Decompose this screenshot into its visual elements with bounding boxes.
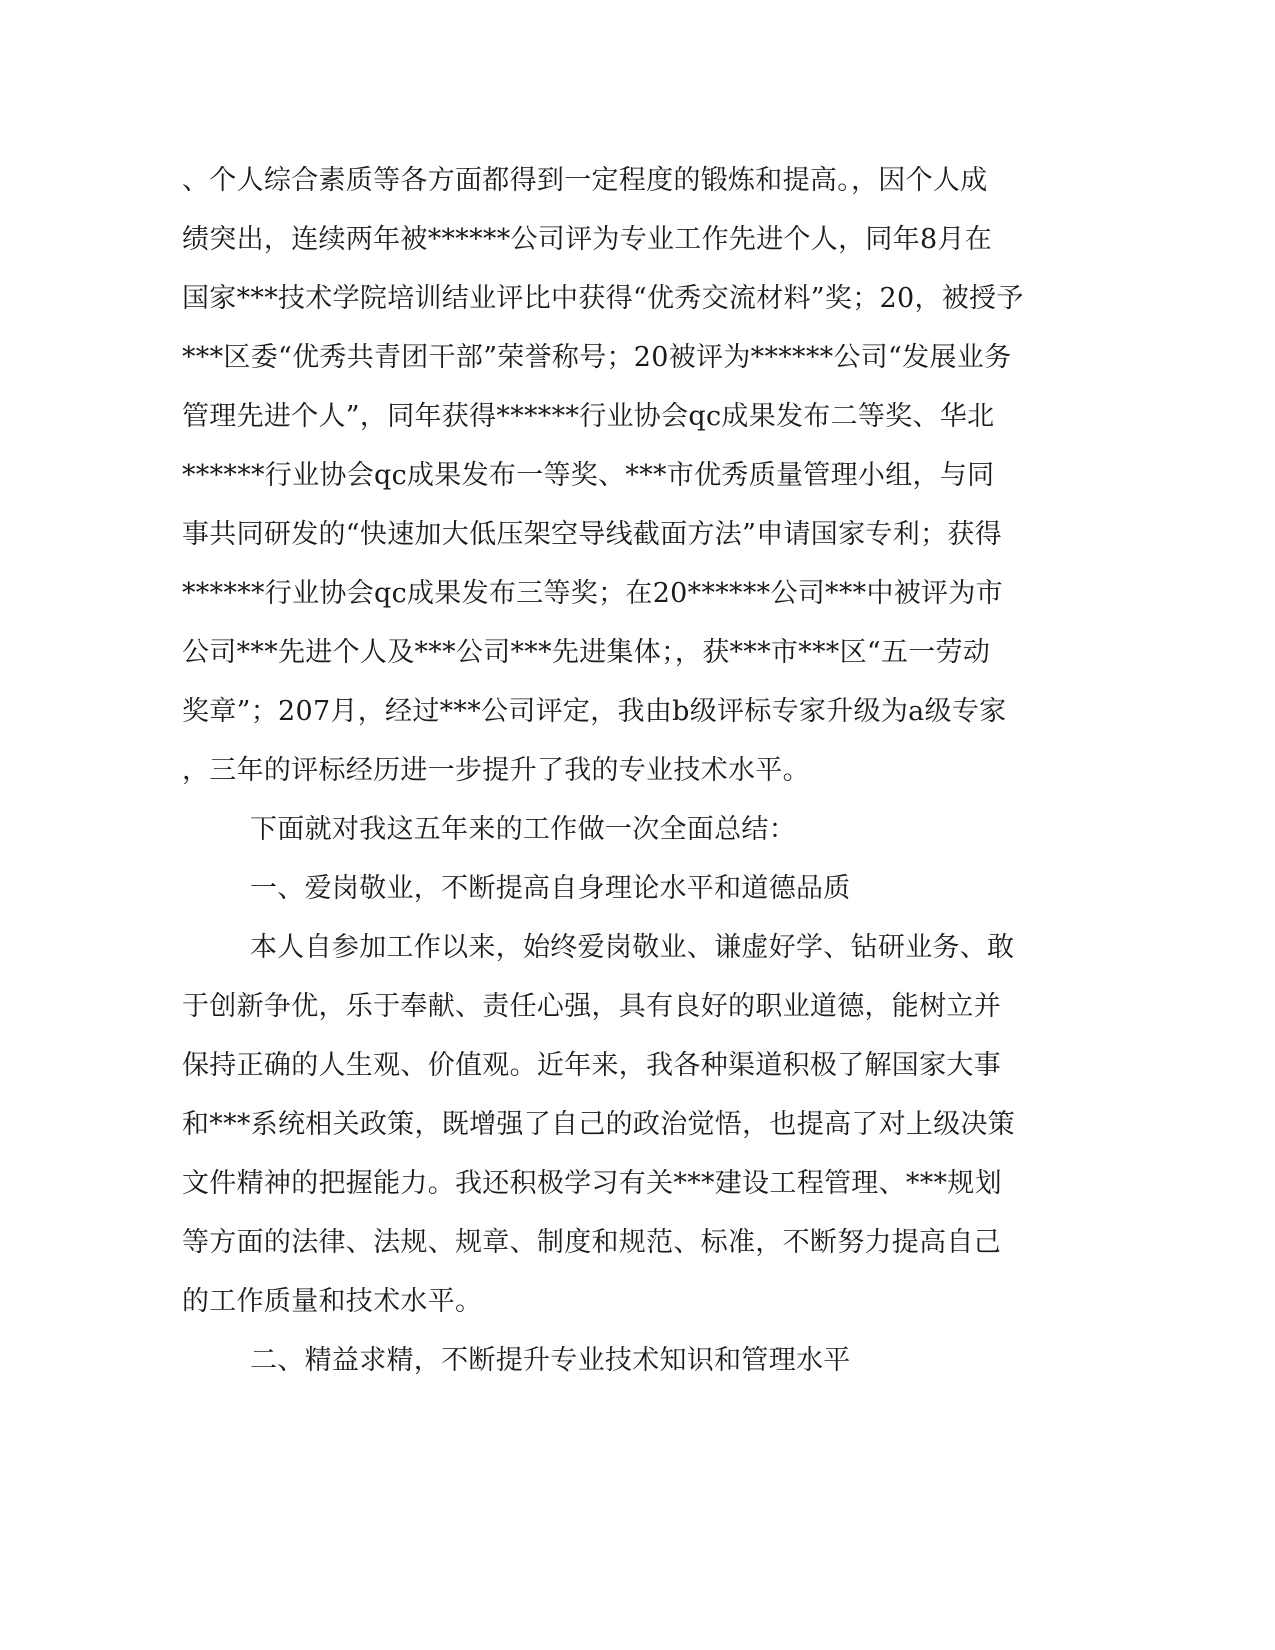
text-line: 公司***先进个人及***公司***先进集体；，获***市***区“五一劳动	[182, 637, 991, 668]
text-line: 于创新争优，乐于奉献、责任心强，具有良好的职业道德，能树立并	[182, 991, 1001, 1022]
text-line: ******行业协会qc成果发布一等奖、***市优秀质量管理小组，与同	[182, 460, 995, 491]
text-line: 和***系统相关政策，既增强了自己的政治觉悟，也提高了对上级决策	[182, 1109, 1016, 1140]
text-line: 等方面的法律、法规、规章、制度和规范、标准，不断努力提高自己	[182, 1227, 1001, 1258]
text-line: 事共同研发的“快速加大低压架空导线截面方法”申请国家专利；获得	[182, 519, 1002, 550]
text-line: 奖章”；207月，经过***公司评定，我由b级评标专家升级为a级专家	[182, 696, 1007, 727]
text-line: ，三年的评标经历进一步提升了我的专业技术水平。	[182, 755, 810, 786]
text-line: 管理先进个人”，同年获得******行业协会qc成果发布二等奖、华北	[182, 401, 995, 432]
text-line: 绩突出，连续两年被******公司评为专业工作先进个人，同年8月在	[182, 224, 993, 255]
text-line: 本人自参加工作以来，始终爱岗敬业、谦虚好学、钻研业务、敢	[250, 932, 1015, 963]
text-line: 、个人综合素质等各方面都得到一定程度的锻炼和提高。，因个人成	[182, 165, 988, 196]
summary-intro: 下面就对我这五年来的工作做一次全面总结：	[250, 814, 796, 845]
text-line: 的工作质量和技术水平。	[182, 1286, 483, 1317]
text-line: ***区委“优秀共青团干部”荣誉称号；20被评为******公司“发展业务	[182, 342, 1012, 373]
text-line: 国家***技术学院培训结业评比中获得“优秀交流材料”奖；20，被授予	[182, 283, 1024, 314]
text-line: ******行业协会qc成果发布三等奖；在20******公司***中被评为市	[182, 578, 1003, 609]
text-line: 文件精神的把握能力。我还积极学习有关***建设工程管理、***规划	[182, 1168, 1002, 1199]
text-line: 保持正确的人生观、价值观。近年来，我各种渠道积极了解国家大事	[182, 1050, 1001, 1081]
section-heading-1: 一、爱岗敬业，不断提高自身理论水平和道德品质	[250, 873, 851, 904]
section-heading-2: 二、精益求精，不断提升专业技术知识和管理水平	[250, 1345, 851, 1376]
